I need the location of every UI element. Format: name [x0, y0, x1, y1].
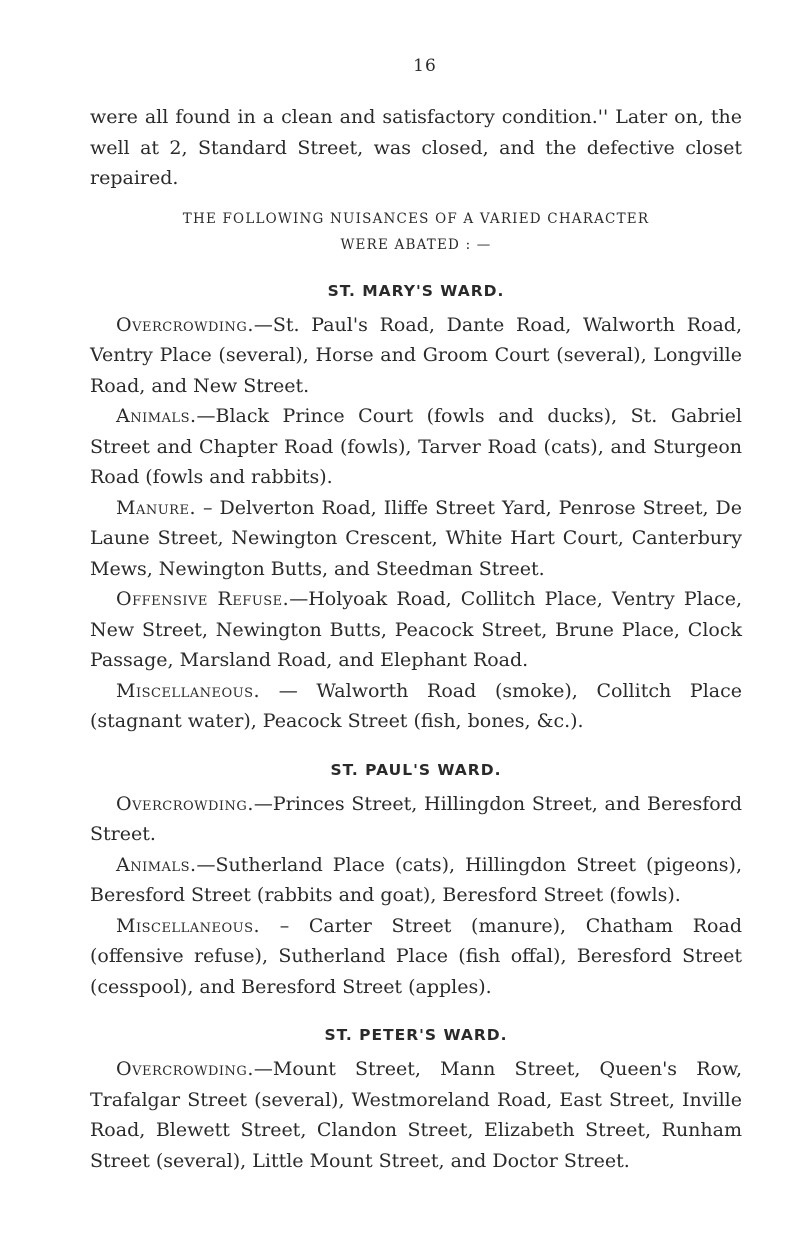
- section-subheading-line2: WERE ABATED : —: [340, 236, 492, 253]
- ward-heading-st-pauls: ST. PAUL'S WARD.: [330, 760, 502, 779]
- category-label: Manure.: [116, 496, 196, 519]
- category-label: Animals.: [116, 405, 197, 427]
- st-marys-miscellaneous: [90, 676, 742, 737]
- category-label: Overcrowding.: [116, 792, 254, 815]
- category-text: —Princes Street, Hillingdon Street, and Beresford Street.: [90, 792, 742, 845]
- ward-heading-st-marys: ST. MARY'S WARD.: [327, 281, 505, 300]
- category-text: — Walworth Road (smoke), Collitch Place (stagnant water), Peacock Street (fish, bones, &c.).: [90, 679, 742, 732]
- st-pauls-overcrowding: [90, 789, 742, 850]
- document-page: [90, 56, 742, 1176]
- category-text: – Carter Street (manure), Chatham Road (offensive refuse), Sutherland Place (fish offal), Beresford Street (cesspool), and Beresford Street (apples).: [90, 914, 742, 998]
- page-number: 16: [413, 56, 437, 76]
- st-marys-manure: [90, 493, 742, 585]
- st-pauls-miscellaneous: [90, 911, 742, 1003]
- ward-heading-st-peters: ST. PETER'S WARD.: [324, 1026, 508, 1044]
- category-text: —Mount Street, Mann Street, Queen's Row, Trafalgar Street (several), Westmoreland Road, East Street, Inville Road, Blewett Street, Clandon Street, Elizabeth Street, Runham Street (several), Little Mount Street, and Doctor Street.: [90, 1058, 742, 1172]
- category-text: —Sutherland Place (cats), Hillingdon Street (pigeons), Beresford Street (rabbits and goat), Beresford Street (fowls).: [90, 853, 742, 906]
- st-marys-overcrowding: [90, 310, 742, 402]
- category-text: —Black Prince Court (fowls and ducks), St. Gabriel Street and Chapter Road (fowls), Tarver Road (cats), and Sturgeon Road (fowls and rabbits).: [90, 405, 742, 488]
- section-subheading-line1: THE FOLLOWING NUISANCES OF A VARIED CHARACTER: [182, 210, 650, 227]
- st-marys-animals: [90, 401, 742, 493]
- category-text: – Delverton Road, Iliffe Street Yard, Penrose Street, De Laune Street, Newington Crescent, White Hart Court, Canterbury Mews, Newington Butts, and Steedman Street.: [90, 496, 742, 580]
- category-label: Miscellaneous.: [116, 914, 261, 937]
- st-marys-offensive-refuse: [90, 584, 742, 676]
- category-label: Overcrowding.: [116, 313, 254, 336]
- category-label: Overcrowding.: [116, 1058, 254, 1080]
- category-text: —St. Paul's Road, Dante Road, Walworth Road, Ventry Place (several), Horse and Groom Court (several), Longville Road, and New Street.: [90, 313, 742, 397]
- category-label: Animals.: [116, 853, 197, 876]
- st-peters-overcrowding: [90, 1054, 742, 1176]
- category-text: —Holyoak Road, Collitch Place, Ventry Place, New Street, Newington Butts, Peacock Street, Brune Place, Clock Passage, Marsland Road, and Elephant Road.: [90, 588, 742, 671]
- category-label: Miscellaneous.: [116, 679, 261, 702]
- st-pauls-animals: [90, 850, 742, 911]
- category-label: Offensive Refuse.: [116, 588, 290, 610]
- intro-paragraph: were all found in a clean and satisfactory condition.'' Later on, the well at 2, Standard Street, was closed, and the defective closet repaired.: [90, 106, 742, 189]
